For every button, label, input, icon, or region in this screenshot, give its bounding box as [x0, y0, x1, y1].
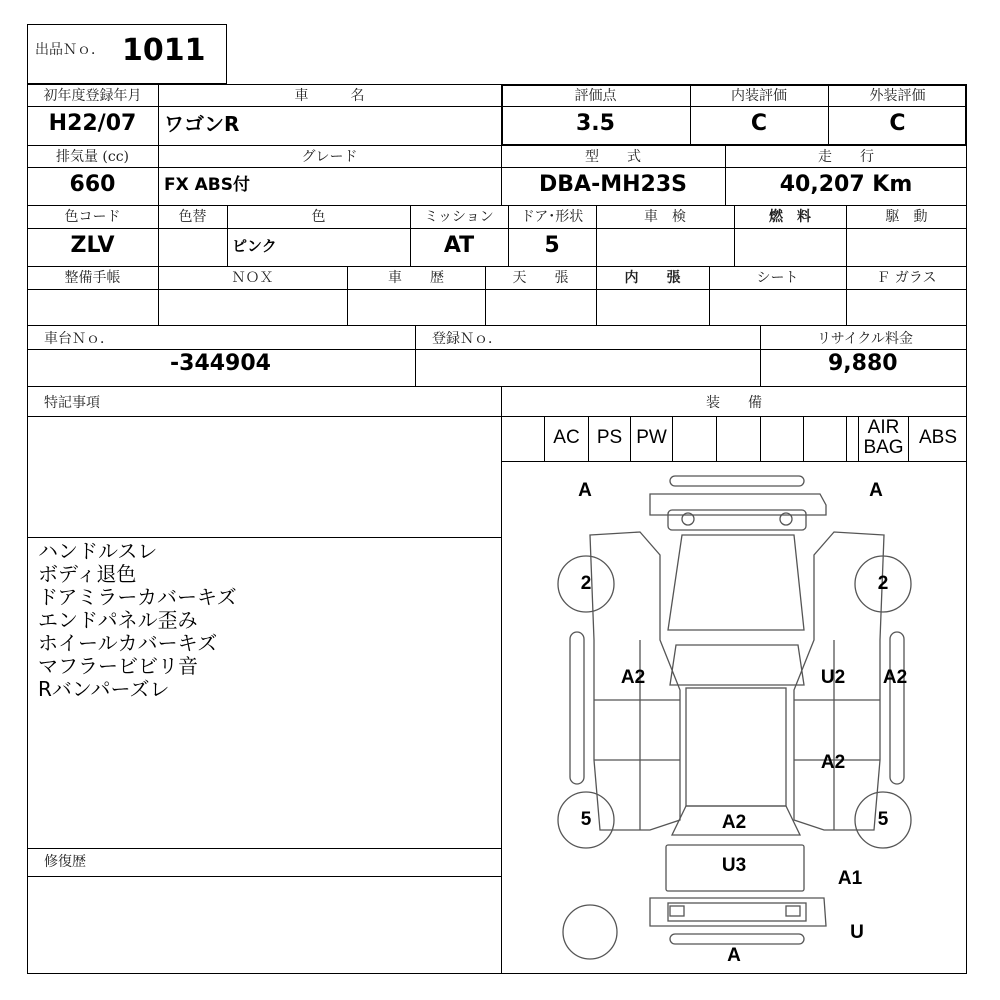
interior-trim-label: 内 張 [624, 270, 681, 286]
exterior-label: 外装評価 [869, 88, 926, 104]
first-reg-label: 初年度登録年月 [43, 88, 142, 104]
interior-label: 内装評価 [731, 88, 787, 104]
model-label: 型 式 [585, 149, 641, 165]
equipment-cell [501, 416, 544, 461]
damage-right-front-wheel: 2 [877, 573, 889, 594]
damage-right-rear-door: A2 [820, 752, 846, 773]
fuel-label: 燃 料 [769, 209, 811, 225]
roof-label: 天 張 [512, 270, 569, 286]
notes-label: 特記事項 [44, 395, 100, 411]
grade-label: グレード [301, 149, 358, 165]
score-value: 3.5 [576, 111, 615, 136]
note-line: ドアミラーカバーキズ [38, 585, 237, 609]
damage-rear-glass: A2 [721, 812, 747, 833]
reg-no-label: 登録Ｎｏ． [432, 331, 502, 347]
history-label: 車 歴 [388, 270, 444, 286]
note-line: ホイールカバーキズ [38, 631, 218, 655]
equipment-label: 装 備 [706, 395, 762, 411]
damage-rear-right: A1 [837, 868, 863, 889]
model-value: DBA-MH23S [539, 172, 687, 197]
note-line: マフラービビリ音 [38, 654, 198, 678]
damage-front-right: A [869, 480, 883, 501]
note-line: エンドパネル歪み [38, 608, 198, 632]
door-value: 5 [544, 233, 560, 258]
equipment-cell [846, 416, 858, 461]
color-label: 色 [311, 209, 326, 225]
damage-left-rear-wheel: 5 [580, 809, 592, 830]
chassis-label: 車台Ｎｏ． [44, 331, 114, 347]
damage-rear-bottom: A [727, 945, 741, 966]
mission-label: ミッション [424, 209, 494, 225]
damage-right-side: A2 [882, 667, 908, 688]
notes-list [38, 540, 237, 701]
recycle-value: 9,880 [828, 351, 898, 376]
door-label: ドア･形状 [520, 209, 584, 225]
color-code-label: 色コード [64, 209, 121, 225]
equipment-cell: PS [588, 416, 630, 461]
equipment-cell: PW [630, 416, 672, 461]
lot-number: 1011 [122, 33, 206, 68]
seat-label: シート [756, 270, 799, 286]
car-name-value: ワゴンR [164, 112, 240, 136]
color-value: ピンク [232, 237, 277, 255]
score-label: 評価点 [574, 88, 617, 104]
equipment-cell: AIR BAG [858, 416, 908, 461]
equipment-cell [760, 416, 803, 461]
note-line: ハンドルスレ [38, 539, 158, 563]
equipment-cell: ABS [908, 416, 967, 461]
damage-left-side: A2 [620, 667, 646, 688]
repaint-label: 色替 [178, 209, 207, 225]
equipment-cell [716, 416, 760, 461]
damage-left-front-wheel: 2 [580, 573, 592, 594]
inspection-label: 車 検 [644, 209, 686, 225]
equipment-cell: AC [544, 416, 588, 461]
exterior-value: C [889, 111, 906, 136]
chassis-value: -344904 [170, 351, 271, 376]
damage-right-rear-wheel: 5 [877, 809, 889, 830]
glass-label: Ｆ ガラス [876, 270, 937, 286]
lot-label: 出品Ｎｏ． [35, 42, 105, 58]
mileage-label: 走 行 [818, 149, 874, 165]
interior-value: C [750, 111, 768, 136]
damage-right-roof-side: U2 [820, 667, 846, 688]
mileage-value: 40,207 Km [779, 172, 913, 197]
damage-rear-bumper-right: U [850, 922, 864, 943]
drive-label: 駆 動 [885, 209, 928, 225]
maintenance-label: 整備手帳 [64, 270, 121, 286]
grade-value: FX ABS付 [164, 175, 250, 195]
displacement-label: 排気量 (cc) [55, 149, 130, 165]
equipment-cell [672, 416, 716, 461]
equipment-cell [803, 416, 846, 461]
damage-front-left: A [578, 480, 592, 501]
repair-history-label: 修復歴 [44, 854, 86, 870]
first-reg-value: H22/07 [48, 111, 137, 136]
car-name-label: 車 名 [294, 88, 365, 104]
displacement-value: 660 [69, 172, 116, 197]
recycle-label: リサイクル料金 [816, 331, 914, 347]
note-line: ボディ退色 [38, 562, 137, 586]
mission-value: AT [443, 233, 475, 258]
damage-trunk: U3 [721, 855, 747, 876]
nox-label: ＮＯＸ [231, 270, 274, 286]
note-line: Rバンパーズレ [38, 677, 170, 701]
color-code-value: ZLV [70, 233, 115, 258]
